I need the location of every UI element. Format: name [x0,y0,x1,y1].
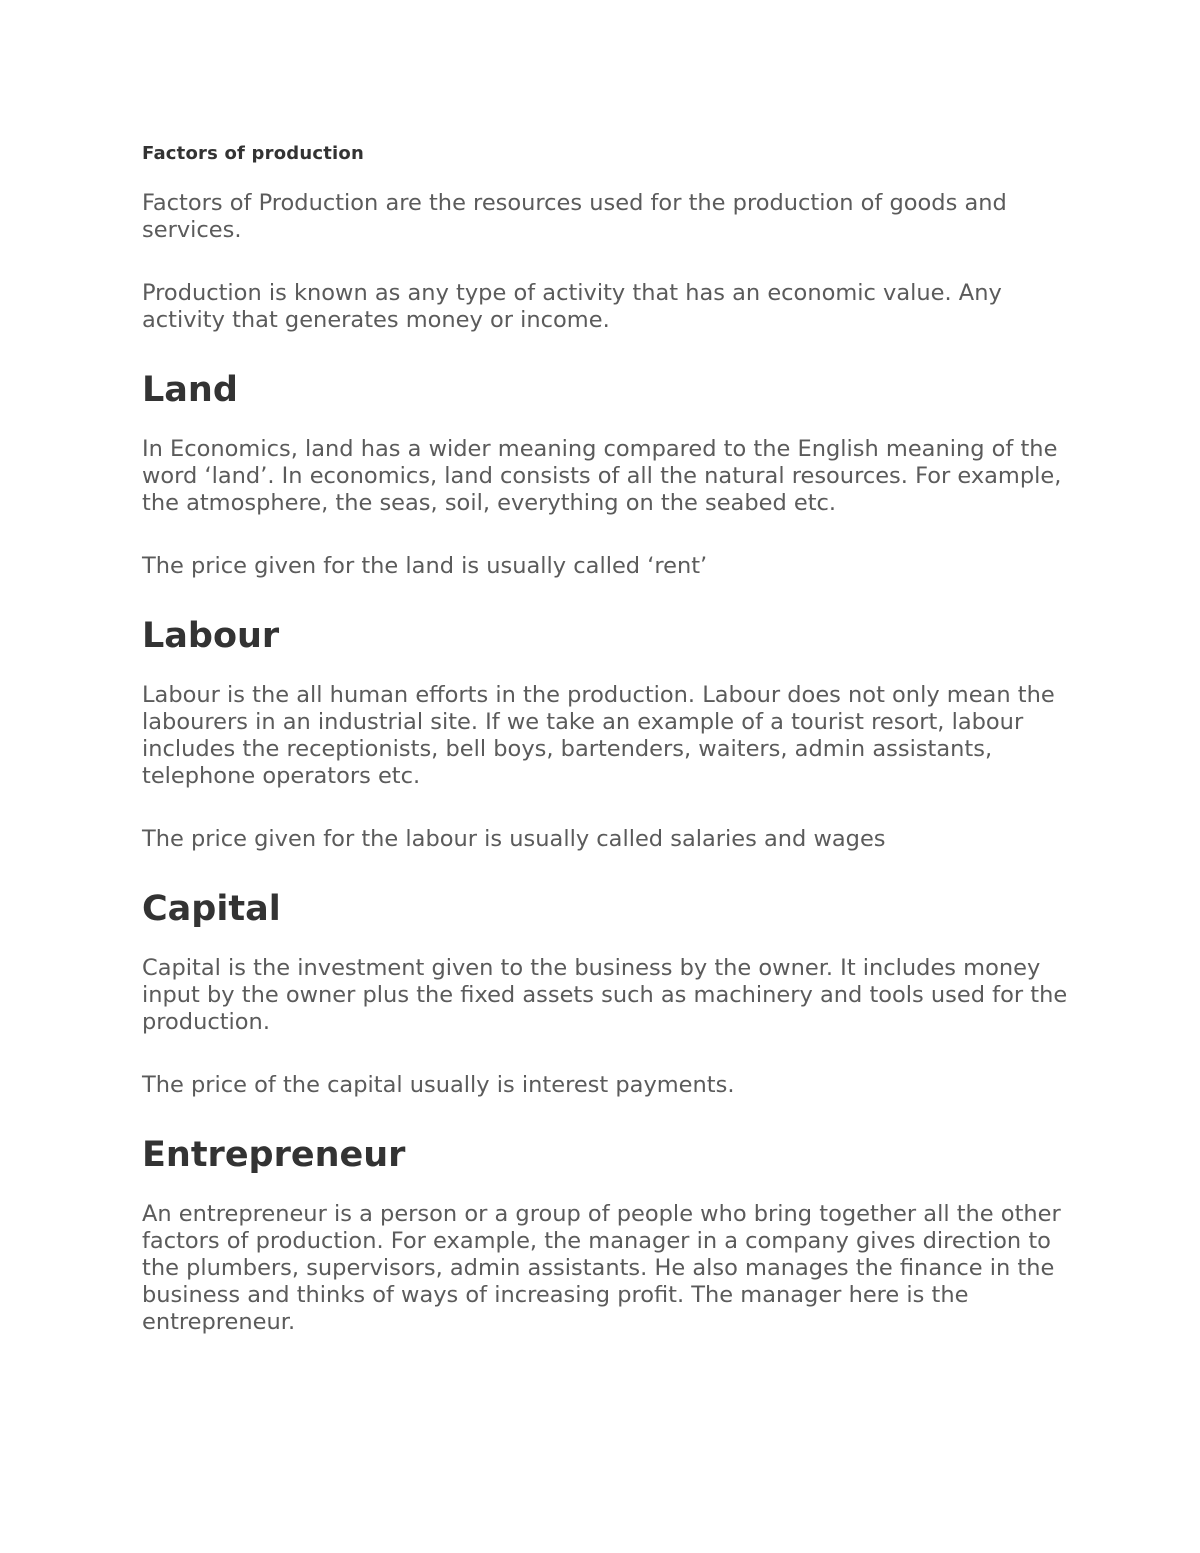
section-heading-land: Land [142,370,238,410]
section-heading-entrepreneur: Entrepreneur [142,1135,406,1175]
section-heading-capital: Capital [142,889,281,929]
labour-price-paragraph: The price given for the labour is usually called salaries and wages [142,826,886,852]
document-page [142,140,1072,1336]
intro-definition-paragraph: Factors of Production are the resources used for the production of goods and services. [142,190,1007,243]
document-title: Factors of production [142,143,365,164]
capital-definition-paragraph: Capital is the investment given to the business by the owner. It includes money input by the owner plus the fixed assets such as machinery and tools used for the production. [142,955,1068,1035]
land-price-paragraph: The price given for the land is usually called ‘rent’ [142,553,708,579]
labour-definition-paragraph: Labour is the all human efforts in the production. Labour does not only mean the labourers in an industrial site. If we take an example of a tourist resort, labour includes the receptionists, bell boys, bartenders, waiters, admin assistants, telephone operators etc. [142,682,1055,789]
section-heading-labour: Labour [142,616,280,656]
capital-price-paragraph: The price of the capital usually is interest payments. [142,1072,735,1098]
land-definition-paragraph: In Economics, land has a wider meaning compared to the English meaning of the word ‘land’. In economics, land consists of all the natural resources. For example, the atmosphere, the seas, soil, everything on the seabed etc. [142,436,1062,516]
entrepreneur-definition-paragraph: An entrepreneur is a person or a group of people who bring together all the other factors of production. For example, the manager in a company gives direction to the plumbers, supervisors, admin assistants. He also manages the finance in the business and thinks of ways of increasing profit. The manager here is the entrepreneur. [142,1201,1061,1335]
intro-production-paragraph: Production is known as any type of activity that has an economic value. Any activity that generates money or income. [142,280,1002,333]
